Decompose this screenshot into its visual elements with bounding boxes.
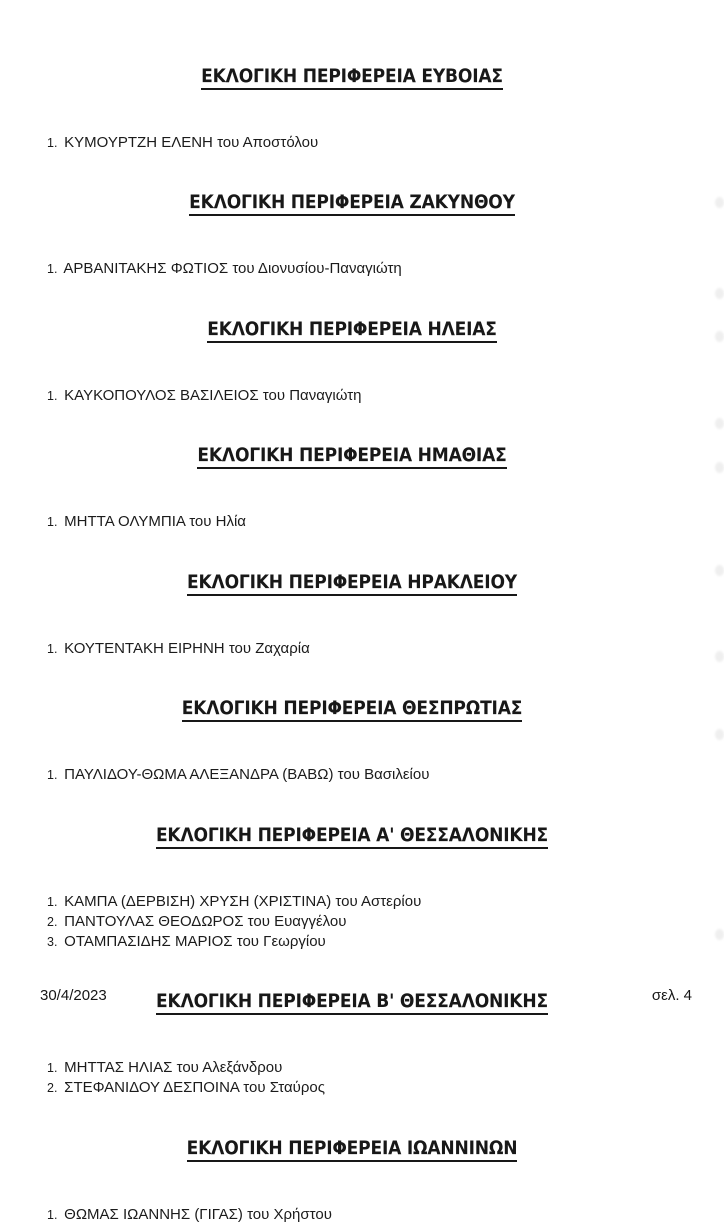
candidate-name: ΚΑΜΠΑ (ΔΕΡΒΙΣΗ) ΧΡΥΣΗ (ΧΡΙΣΤΙΝΑ) <box>64 892 332 910</box>
section-heading-row <box>47 1122 657 1178</box>
footer-date: 30/4/2023 <box>40 987 107 1004</box>
candidate-father: του Ηλία <box>189 513 246 531</box>
section-heading: ΕΚΛΟΓΙΚΗ ΠΕΡΙΦΕΡΕΙΑ ΕΥΒΟΙΑΣ <box>201 66 503 90</box>
section-heading-row <box>47 809 657 865</box>
electoral-district-section <box>47 303 657 406</box>
candidate-father: του Γεωργίου <box>236 932 326 950</box>
candidate-list <box>47 259 657 279</box>
section-heading-row <box>47 303 657 359</box>
section-heading-row <box>47 556 657 612</box>
candidate-row <box>47 1078 657 1098</box>
electoral-district-section <box>47 683 657 786</box>
candidate-list <box>47 512 657 532</box>
section-heading: ΕΚΛΟΓΙΚΗ ΠΕΡΙΦΕΡΕΙΑ ΗΛΕΙΑΣ <box>207 319 497 343</box>
section-heading-row <box>47 683 657 739</box>
candidate-name: ΟΤΑΜΠΑΣΙΔΗΣ ΜΑΡΙΟΣ <box>64 932 233 950</box>
section-heading: ΕΚΛΟΓΙΚΗ ΠΕΡΙΦΕΡΕΙΑ ΗΜΑΘΙΑΣ <box>197 445 506 469</box>
candidate-row <box>47 133 657 153</box>
candidate-row <box>47 512 657 532</box>
scan-artifact <box>715 565 724 576</box>
candidate-list <box>47 386 657 406</box>
candidate-row <box>47 259 657 279</box>
section-heading: ΕΚΛΟΓΙΚΗ ΠΕΡΙΦΕΡΕΙΑ ΖΑΚΥΝΘΟΥ <box>189 192 515 216</box>
candidate-number: 1. <box>47 515 58 530</box>
candidate-name: ΑΡΒΑΝΙΤΑΚΗΣ ΦΩΤΙΟΣ <box>63 260 229 278</box>
electoral-district-section <box>47 430 657 533</box>
section-heading: ΕΚΛΟΓΙΚΗ ΠΕΡΙΦΕΡΕΙΑ Α' ΘΕΣΣΑΛΟΝΙΚΗΣ <box>156 825 548 849</box>
candidate-name: ΚΟΥΤΕΝΤΑΚΗ ΕΙΡΗΝΗ <box>64 639 225 657</box>
candidate-row <box>47 892 657 912</box>
scan-artifact <box>715 331 724 342</box>
candidate-father: του Αποστόλου <box>217 133 319 151</box>
section-heading: ΕΚΛΟΓΙΚΗ ΠΕΡΙΦΕΡΕΙΑ Β' ΘΕΣΣΑΛΟΝΙΚΗΣ <box>156 991 548 1015</box>
candidate-list <box>47 1205 657 1225</box>
candidate-name: ΜΗΤΤΑΣ ΗΛΙΑΣ <box>64 1059 173 1077</box>
candidate-row <box>47 1205 657 1225</box>
candidate-list <box>47 892 657 952</box>
candidate-father: του Ζαχαρία <box>228 639 310 657</box>
candidate-number: 2. <box>47 914 58 929</box>
candidate-father: του Διονυσίου-Παναγιώτη <box>232 260 402 278</box>
candidate-name: ΚΑΥΚΟΠΟΥΛΟΣ ΒΑΣΙΛΕΙΟΣ <box>64 386 259 404</box>
candidate-father: του Αστερίου <box>335 892 422 910</box>
candidate-father: του Βασιλείου <box>337 766 430 784</box>
candidate-father: του Χρήστου <box>247 1205 332 1223</box>
candidate-number: 1. <box>47 1061 58 1076</box>
candidate-father: του Σταύρος <box>243 1079 325 1097</box>
section-heading-row <box>47 177 657 233</box>
candidate-name: ΚΥΜΟΥΡΤΖΗ ΕΛΕΝΗ <box>64 133 213 151</box>
candidate-father: του Παναγιώτη <box>262 386 362 404</box>
candidate-name: ΘΩΜΑΣ ΙΩΑΝΝΗΣ (ΓΙΓΑΣ) <box>64 1205 243 1223</box>
candidate-row <box>47 1058 657 1078</box>
electoral-district-section <box>47 809 657 952</box>
candidate-number: 1. <box>47 262 58 277</box>
candidate-row <box>47 386 657 406</box>
scan-artifact <box>715 462 724 473</box>
candidate-name: ΠΑΥΛΙΔΟΥ-ΘΩΜΑ ΑΛΕΞΑΝΔΡΑ (ΒΑΒΩ) <box>64 766 334 784</box>
candidate-list <box>47 639 657 659</box>
electoral-district-section <box>47 1122 657 1225</box>
candidate-row <box>47 912 657 932</box>
candidate-name: ΠΑΝΤΟΥΛΑΣ ΘΕΟΔΩΡΟΣ <box>64 912 244 930</box>
section-heading: ΕΚΛΟΓΙΚΗ ΠΕΡΙΦΕΡΕΙΑ ΙΩΑΝΝΙΝΩΝ <box>187 1138 518 1162</box>
candidate-number: 1. <box>47 641 58 656</box>
candidate-father: του Αλεξάνδρου <box>176 1059 283 1077</box>
scan-artifact <box>715 651 724 662</box>
candidate-number: 1. <box>47 388 58 403</box>
electoral-district-section <box>47 177 657 280</box>
section-heading-row <box>47 430 657 486</box>
scan-artifact <box>715 729 724 740</box>
section-heading-row <box>47 50 657 106</box>
candidate-number: 3. <box>47 934 58 949</box>
section-heading: ΕΚΛΟΓΙΚΗ ΠΕΡΙΦΕΡΕΙΑ ΗΡΑΚΛΕΙΟΥ <box>187 572 517 596</box>
candidate-number: 1. <box>47 1207 58 1222</box>
candidate-number: 2. <box>47 1081 58 1096</box>
scan-artifact <box>715 288 724 299</box>
footer-page-number: σελ. 4 <box>651 987 692 1004</box>
candidate-row <box>47 765 657 785</box>
scan-artifact <box>715 929 724 940</box>
section-heading: ΕΚΛΟΓΙΚΗ ΠΕΡΙΦΕΡΕΙΑ ΘΕΣΠΡΩΤΙΑΣ <box>182 698 522 722</box>
electoral-district-section <box>47 50 657 153</box>
candidate-name: ΜΗΤΤΑ ΟΛΥΜΠΙΑ <box>64 513 186 531</box>
candidate-list <box>47 765 657 785</box>
candidate-list <box>47 1058 657 1098</box>
candidate-name: ΣΤΕΦΑΝΙΔΟΥ ΔΕΣΠΟΙΝΑ <box>64 1079 240 1097</box>
candidate-number: 1. <box>47 135 58 150</box>
candidate-row <box>47 639 657 659</box>
page-footer <box>40 987 692 1005</box>
candidate-number: 1. <box>47 894 58 909</box>
candidate-list <box>47 133 657 153</box>
candidate-father: του Ευαγγέλου <box>247 912 347 930</box>
scan-artifact <box>715 418 724 429</box>
electoral-district-section <box>47 556 657 659</box>
scan-artifact <box>715 197 724 208</box>
candidate-row <box>47 932 657 952</box>
candidate-number: 1. <box>47 768 58 783</box>
